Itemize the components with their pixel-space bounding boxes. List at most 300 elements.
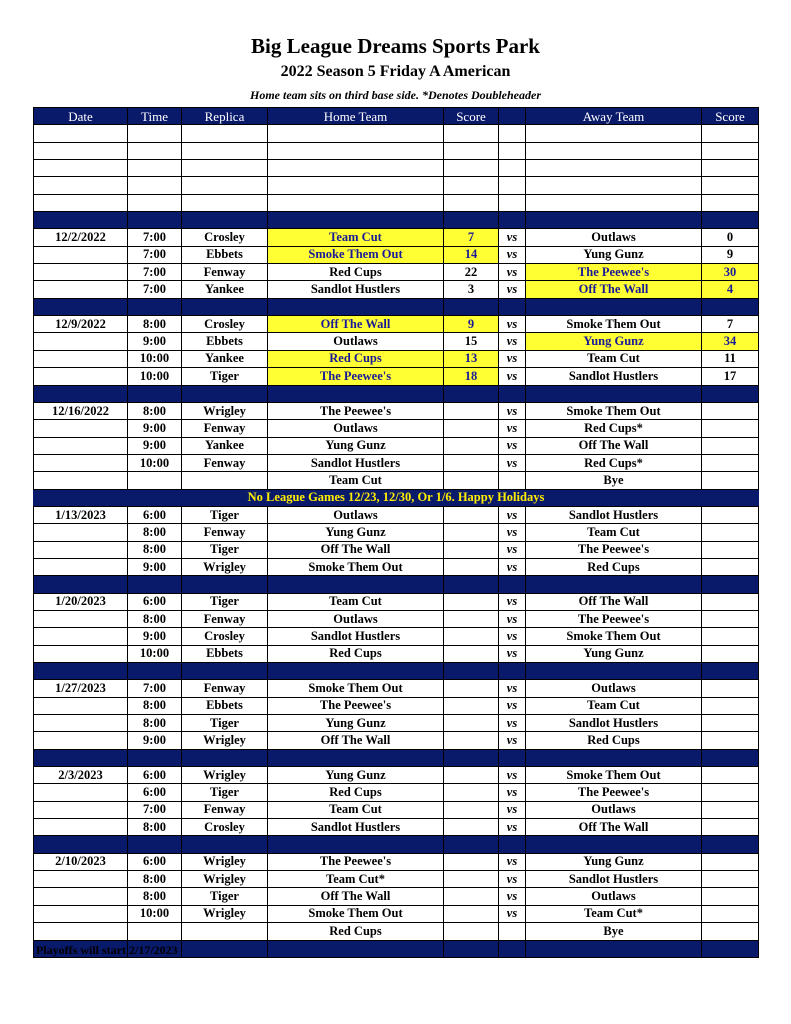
column-header-away: Away Team [526,108,702,125]
game-time [128,472,182,489]
game-row [34,593,759,610]
game-field: Yankee [182,350,268,367]
away-score [702,558,759,575]
page-note: Home team sits on third base side. *Denotes Doubleheader [250,88,541,102]
away-score: 17 [702,368,759,385]
empty-row [34,177,759,194]
away-team: The Peewee's [526,264,702,281]
game-row [34,784,759,801]
empty-cell [34,194,128,211]
game-date-cell [34,871,128,888]
game-field: Tiger [182,888,268,905]
game-time: 8:00 [128,819,182,836]
home-team: Red Cups [268,264,444,281]
game-date-cell [34,281,128,298]
away-team: Outlaws [526,801,702,818]
game-row [34,645,759,662]
away-score: 7 [702,316,759,333]
column-header-home-score: Score [444,108,499,125]
empty-cell [526,142,702,159]
away-team: Outlaws [526,888,702,905]
game-time: 6:00 [128,506,182,523]
separator-cell [128,298,182,315]
away-team: Red Cups [526,732,702,749]
game-date-cell [34,905,128,922]
game-date-cell [34,246,128,263]
away-team: Red Cups* [526,454,702,471]
game-field: Fenway [182,524,268,541]
separator-cell [34,298,128,315]
away-team: The Peewee's [526,610,702,627]
game-field: Ebbets [182,246,268,263]
home-score [444,402,499,419]
separator-cell [34,576,128,593]
home-score: 14 [444,246,499,263]
home-team: The Peewee's [268,402,444,419]
separator-cell [268,212,444,229]
vs-label: vs [499,680,526,697]
away-team: Smoke Them Out [526,402,702,419]
home-team: Sandlot Hustlers [268,454,444,471]
game-row [34,819,759,836]
footer-note: Playoffs will start 2/17/2023 [36,943,178,957]
vs-label: vs [499,524,526,541]
game-time: 10:00 [128,645,182,662]
game-time: 8:00 [128,316,182,333]
away-team: Smoke Them Out [526,628,702,645]
game-row [34,229,759,246]
separator-cell [526,749,702,766]
empty-cell [702,177,759,194]
separator-cell [702,385,759,402]
home-team: Sandlot Hustlers [268,628,444,645]
game-time: 8:00 [128,402,182,419]
away-score [702,472,759,489]
game-date-cell [34,472,128,489]
schedule-table [33,107,759,958]
away-score: 34 [702,333,759,350]
home-team: Team Cut [268,801,444,818]
away-score [702,645,759,662]
game-row [34,506,759,523]
game-field [182,472,268,489]
empty-cell [499,125,526,142]
home-score [444,819,499,836]
empty-cell [444,125,499,142]
game-date-cell [34,923,128,940]
game-field: Yankee [182,281,268,298]
vs-label: vs [499,368,526,385]
vs-label: vs [499,437,526,454]
separator-cell [702,836,759,853]
vs-label: vs [499,645,526,662]
game-date-cell [34,801,128,818]
separator-cell [499,576,526,593]
home-team: Off The Wall [268,888,444,905]
game-field: Tiger [182,715,268,732]
game-time: 8:00 [128,610,182,627]
away-score [702,715,759,732]
game-time: 9:00 [128,558,182,575]
vs-label: vs [499,628,526,645]
empty-cell [182,177,268,194]
header-row [34,108,759,125]
game-date-cell [34,610,128,627]
separator-cell [268,385,444,402]
game-time: 10:00 [128,905,182,922]
game-field: Crosley [182,229,268,246]
game-date-cell: 1/20/2023 [34,593,128,610]
separator-cell [526,298,702,315]
week-separator-row [34,663,759,680]
separator-cell [34,749,128,766]
game-field: Fenway [182,454,268,471]
game-time: 6:00 [128,853,182,870]
away-score [702,801,759,818]
column-header-away-score: Score [702,108,759,125]
away-team: Outlaws [526,680,702,697]
home-team: Sandlot Hustlers [268,281,444,298]
empty-cell [268,142,444,159]
separator-cell [268,663,444,680]
away-team: Team Cut [526,697,702,714]
game-row [34,715,759,732]
holiday-banner-row [34,489,759,506]
empty-cell [34,142,128,159]
game-date-cell: 12/16/2022 [34,402,128,419]
separator-cell [526,836,702,853]
separator-cell [526,576,702,593]
separator-cell [182,836,268,853]
game-date-cell [34,524,128,541]
home-team: Sandlot Hustlers [268,819,444,836]
separator-cell [444,576,499,593]
vs-label: vs [499,819,526,836]
home-score [444,524,499,541]
home-score: 7 [444,229,499,246]
away-team: Team Cut* [526,905,702,922]
home-score [444,853,499,870]
away-team: Yung Gunz [526,853,702,870]
game-row [34,454,759,471]
empty-cell [128,142,182,159]
column-header-date: Date [34,108,128,125]
separator-cell [499,385,526,402]
separator-cell [34,385,128,402]
column-header-time: Time [128,108,182,125]
empty-cell [444,142,499,159]
vs-label: vs [499,506,526,523]
game-date-cell [34,264,128,281]
game-time: 7:00 [128,246,182,263]
away-team: Team Cut [526,524,702,541]
home-score [444,801,499,818]
game-time: 7:00 [128,229,182,246]
game-field: Crosley [182,819,268,836]
away-team: Bye [526,472,702,489]
empty-cell [34,125,128,142]
game-field: Fenway [182,610,268,627]
separator-cell [34,836,128,853]
empty-cell [702,160,759,177]
home-score [444,645,499,662]
game-time: 6:00 [128,593,182,610]
home-team: Red Cups [268,645,444,662]
game-date-cell: 12/9/2022 [34,316,128,333]
separator-cell [444,940,499,957]
game-date-cell [34,454,128,471]
home-score [444,454,499,471]
home-team: Off The Wall [268,316,444,333]
vs-label: vs [499,871,526,888]
empty-cell [268,160,444,177]
week-separator-row [34,749,759,766]
game-field: Fenway [182,680,268,697]
vs-label: vs [499,558,526,575]
week-separator-row [34,385,759,402]
vs-label: vs [499,593,526,610]
vs-label [499,472,526,489]
home-team: Team Cut [268,593,444,610]
separator-cell [268,298,444,315]
game-time: 6:00 [128,767,182,784]
away-team: Off The Wall [526,819,702,836]
vs-label: vs [499,350,526,367]
separator-cell [702,298,759,315]
home-team: Red Cups [268,923,444,940]
schedule-body [34,125,759,958]
game-time: 7:00 [128,801,182,818]
empty-cell [128,125,182,142]
home-score [444,420,499,437]
separator-cell [444,385,499,402]
empty-cell [499,194,526,211]
game-row [34,871,759,888]
game-row [34,246,759,263]
away-team: Team Cut [526,350,702,367]
vs-label: vs [499,697,526,714]
home-score: 18 [444,368,499,385]
empty-cell [444,194,499,211]
separator-cell [128,663,182,680]
separator-cell [499,298,526,315]
game-row [34,333,759,350]
game-time: 10:00 [128,368,182,385]
vs-label: vs [499,905,526,922]
game-field: Wrigley [182,853,268,870]
game-time: 6:00 [128,784,182,801]
home-score [444,680,499,697]
game-row [34,524,759,541]
vs-label: vs [499,888,526,905]
empty-cell [526,194,702,211]
away-team: Red Cups* [526,420,702,437]
separator-cell [702,576,759,593]
vs-label: vs [499,333,526,350]
separator-cell [499,836,526,853]
game-row [34,420,759,437]
empty-cell [702,194,759,211]
game-row [34,437,759,454]
separator-cell [34,212,128,229]
game-field: Wrigley [182,767,268,784]
week-separator-row [34,212,759,229]
empty-cell [182,125,268,142]
empty-cell [499,142,526,159]
away-score [702,905,759,922]
game-time: 10:00 [128,350,182,367]
empty-cell [268,194,444,211]
separator-cell [128,576,182,593]
game-field: Fenway [182,264,268,281]
away-team: Yung Gunz [526,645,702,662]
game-field: Tiger [182,541,268,558]
empty-cell [34,160,128,177]
away-score [702,402,759,419]
game-date-cell [34,888,128,905]
week-separator-row [34,576,759,593]
away-score [702,767,759,784]
game-row [34,472,759,489]
game-field: Tiger [182,506,268,523]
vs-label: vs [499,281,526,298]
separator-cell [268,576,444,593]
home-team: Yung Gunz [268,767,444,784]
separator-cell [128,385,182,402]
home-team: Smoke Them Out [268,680,444,697]
game-date-cell [34,558,128,575]
game-field: Fenway [182,801,268,818]
home-score [444,558,499,575]
empty-cell [444,177,499,194]
separator-cell [128,212,182,229]
separator-cell [526,940,702,957]
empty-cell [34,177,128,194]
separator-cell [526,385,702,402]
empty-cell [182,194,268,211]
separator-cell [702,663,759,680]
home-score [444,871,499,888]
game-date-cell [34,541,128,558]
separator-cell [444,663,499,680]
home-score [444,541,499,558]
vs-label: vs [499,715,526,732]
away-score [702,871,759,888]
empty-cell [128,194,182,211]
home-score [444,888,499,905]
home-team: Red Cups [268,784,444,801]
game-field: Tiger [182,368,268,385]
separator-cell [702,749,759,766]
home-team: The Peewee's [268,853,444,870]
game-field: Yankee [182,437,268,454]
game-row [34,680,759,697]
game-row [34,281,759,298]
game-date-cell: 1/13/2023 [34,506,128,523]
game-date-cell [34,715,128,732]
game-row [34,368,759,385]
game-time: 8:00 [128,888,182,905]
away-team: Yung Gunz [526,333,702,350]
away-score: 4 [702,281,759,298]
away-score [702,628,759,645]
separator-cell [702,940,759,957]
home-score: 22 [444,264,499,281]
home-team: Outlaws [268,333,444,350]
empty-cell [702,142,759,159]
vs-label: vs [499,316,526,333]
game-row [34,853,759,870]
game-time [128,923,182,940]
separator-cell [499,212,526,229]
week-separator-row [34,836,759,853]
vs-label: vs [499,767,526,784]
away-score [702,680,759,697]
separator-cell [268,749,444,766]
separator-cell [702,212,759,229]
separator-cell [444,298,499,315]
vs-label: vs [499,801,526,818]
away-team: Outlaws [526,229,702,246]
away-score: 0 [702,229,759,246]
vs-label: vs [499,420,526,437]
away-score [702,697,759,714]
game-time: 9:00 [128,420,182,437]
home-score [444,610,499,627]
home-team: Yung Gunz [268,437,444,454]
game-field: Wrigley [182,732,268,749]
holiday-banner: No League Games 12/23, 12/30, Or 1/6. Happy Holidays [34,489,759,506]
game-row [34,316,759,333]
empty-cell [268,125,444,142]
away-score [702,853,759,870]
game-field: Wrigley [182,905,268,922]
game-date-cell [34,420,128,437]
away-team: Bye [526,923,702,940]
home-score: 15 [444,333,499,350]
home-score [444,767,499,784]
separator-cell [444,749,499,766]
away-score [702,524,759,541]
game-field: Wrigley [182,402,268,419]
separator-cell [526,663,702,680]
separator-cell [182,940,268,957]
game-time: 8:00 [128,541,182,558]
week-separator-row [34,298,759,315]
empty-cell [268,177,444,194]
home-team: Yung Gunz [268,524,444,541]
game-date-cell: 2/3/2023 [34,767,128,784]
game-field: Fenway [182,420,268,437]
away-team: The Peewee's [526,784,702,801]
home-score [444,923,499,940]
game-date-cell [34,333,128,350]
home-score [444,593,499,610]
away-score [702,593,759,610]
game-time: 9:00 [128,333,182,350]
empty-cell [128,177,182,194]
separator-cell [128,836,182,853]
vs-label: vs [499,853,526,870]
vs-label: vs [499,264,526,281]
home-score [444,437,499,454]
game-date-cell: 1/27/2023 [34,680,128,697]
home-team: Red Cups [268,350,444,367]
away-team: Off The Wall [526,437,702,454]
game-date-cell: 12/2/2022 [34,229,128,246]
away-team: The Peewee's [526,541,702,558]
vs-label: vs [499,784,526,801]
